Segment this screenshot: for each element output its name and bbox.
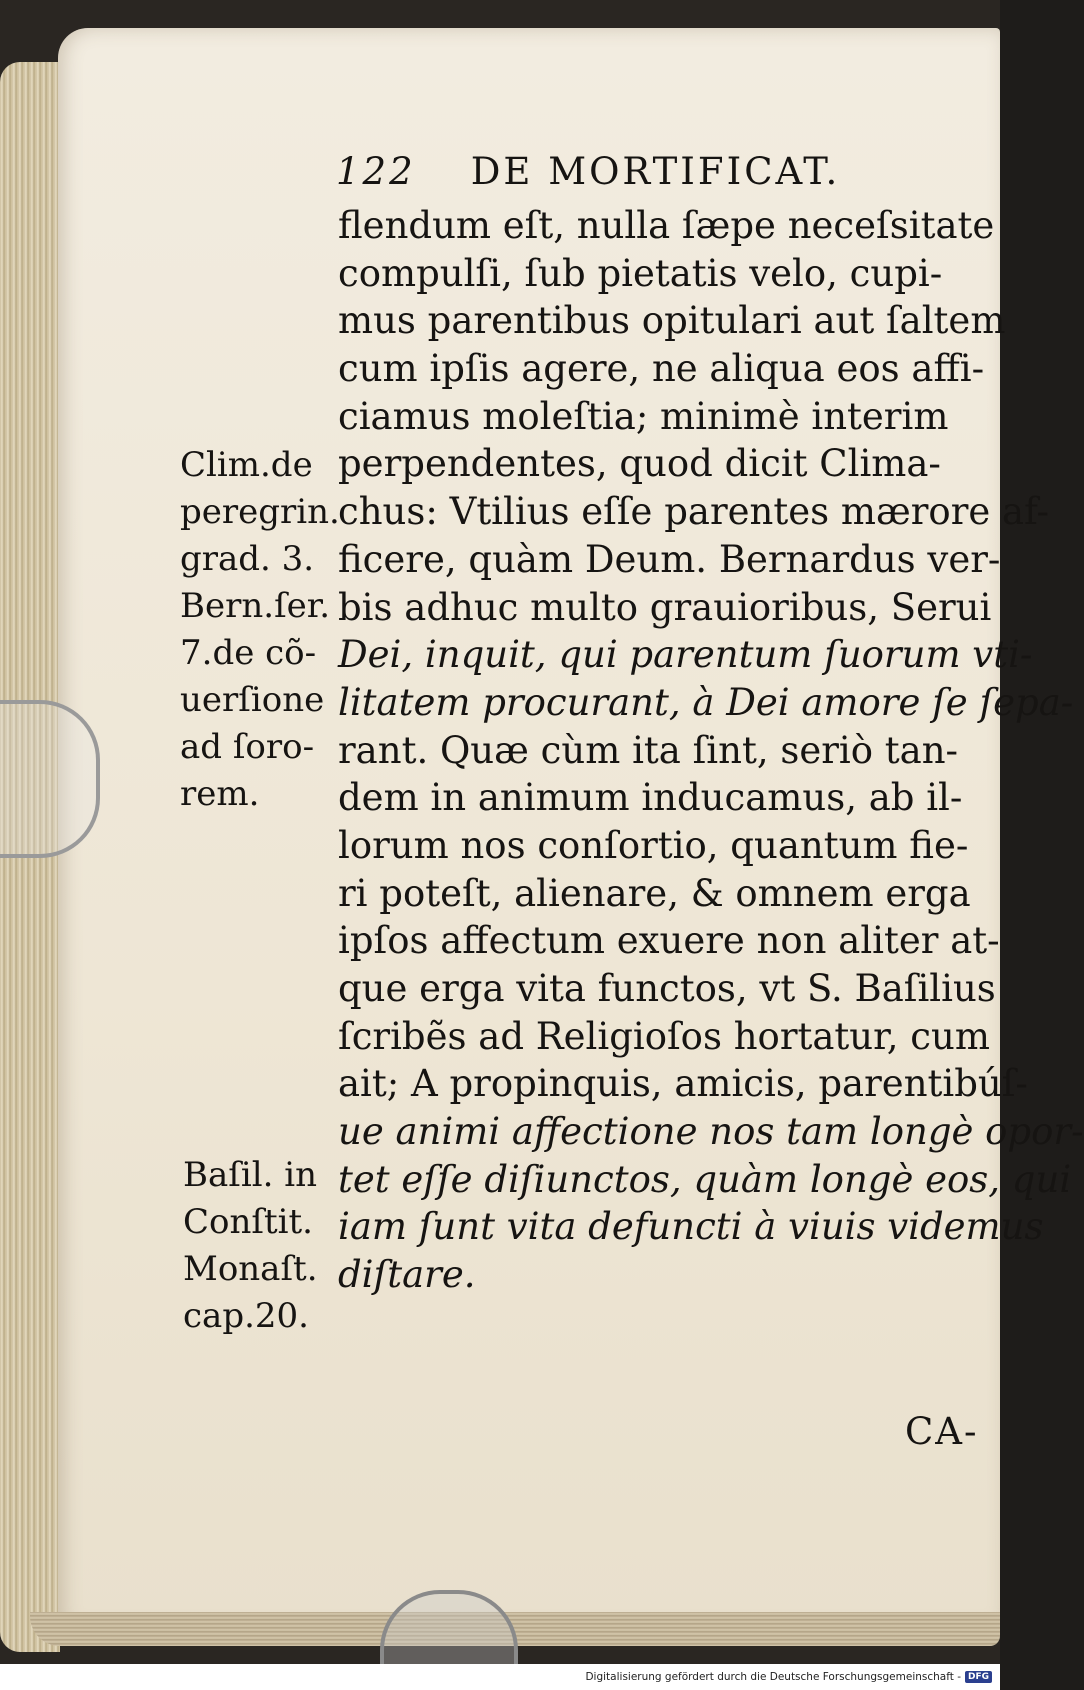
text-line-italic: ue animi affectione nos tam longè opor- (338, 1110, 1084, 1154)
margin-line: Monaſt. (183, 1249, 318, 1289)
text-line: rant. Quæ cùm ita ſint, seriò tan- (338, 728, 959, 772)
margin-line: Conſtit. (183, 1202, 313, 1242)
text-line: flendum eſt, nulla ſæpe neceſsitate (338, 204, 995, 247)
text-line: ciamus moleſtia; minimè interim (338, 394, 949, 438)
margin-line: cap.20. (183, 1296, 309, 1336)
margin-line: rem. (180, 774, 260, 814)
footer-credit: Digitalisierung gefördert durch die Deutsche Forschungsgemeinschaft - (585, 1671, 961, 1683)
text-line: cum ipſis agere, ne aliqua eos affi- (338, 347, 985, 391)
page-number: 122 (336, 150, 416, 193)
text-line-italic: Dei, inquit, qui parentum ſuorum vti- (338, 633, 1033, 677)
text-line-italic: litatem procurant, à Dei amore ſe ſepa- (338, 680, 1074, 724)
digitization-footer (0, 1664, 1000, 1690)
main-text (338, 202, 1084, 1299)
margin-line: 7.de cõ- (180, 633, 317, 673)
running-title: DE MORTIFICAT. (470, 150, 841, 193)
text-line: bis adhuc multo grauioribus, Serui (338, 585, 992, 629)
margin-line: uerſione (180, 680, 325, 720)
text-line: chus: Vtilius eſſe parentes mærore af- (338, 490, 1049, 534)
margin-note-basil (183, 1152, 333, 1340)
margin-line: grad. 3. (180, 539, 315, 579)
text-line: que erga vita functos, vt S. Baſilius (338, 967, 996, 1010)
text-line: compulſi, ſub pietatis velo, cupi- (338, 251, 943, 295)
running-header (336, 150, 896, 193)
margin-line: Baſil. in (183, 1155, 317, 1195)
margin-line: Clim.de (180, 445, 313, 485)
text-line: ait; A propinquis, amicis, parentibúſ- (338, 1062, 1028, 1106)
text-line-italic: iam ſunt vita defuncti à viuis videmus (338, 1205, 1044, 1249)
text-line-italic: tet eſſe diſiunctos, quàm longè eos, qui (338, 1157, 1072, 1201)
margin-line: ad ſoro- (180, 727, 315, 767)
text-line: lorum nos conſortio, quantum fie- (338, 823, 969, 867)
text-line: dem in animum inducamus, ab il- (338, 776, 963, 820)
page-clip-left (0, 700, 100, 858)
margin-line: Bern.ſer. (180, 586, 331, 626)
text-line: mus parentibus opitulari aut ſaltem (338, 299, 1006, 343)
text-line: ſcribẽs ad Religioſos hortatur, cum (338, 1014, 990, 1058)
margin-note-climacus-bernard (180, 442, 340, 818)
text-line: ficere, quàm Deum. Bernardus ver- (338, 537, 1001, 581)
catchword: CA- (905, 1410, 979, 1453)
text-line: ipſos affectum exuere non aliter at- (338, 919, 1000, 963)
text-line: ri poteſt, alienare, & omnem erga (338, 871, 971, 915)
margin-line: peregrin. (180, 492, 340, 532)
text-line-italic: diſtare. (338, 1253, 476, 1297)
dfg-logo: DFG (965, 1671, 992, 1683)
text-line: perpendentes, quod dicit Clima- (338, 442, 941, 486)
